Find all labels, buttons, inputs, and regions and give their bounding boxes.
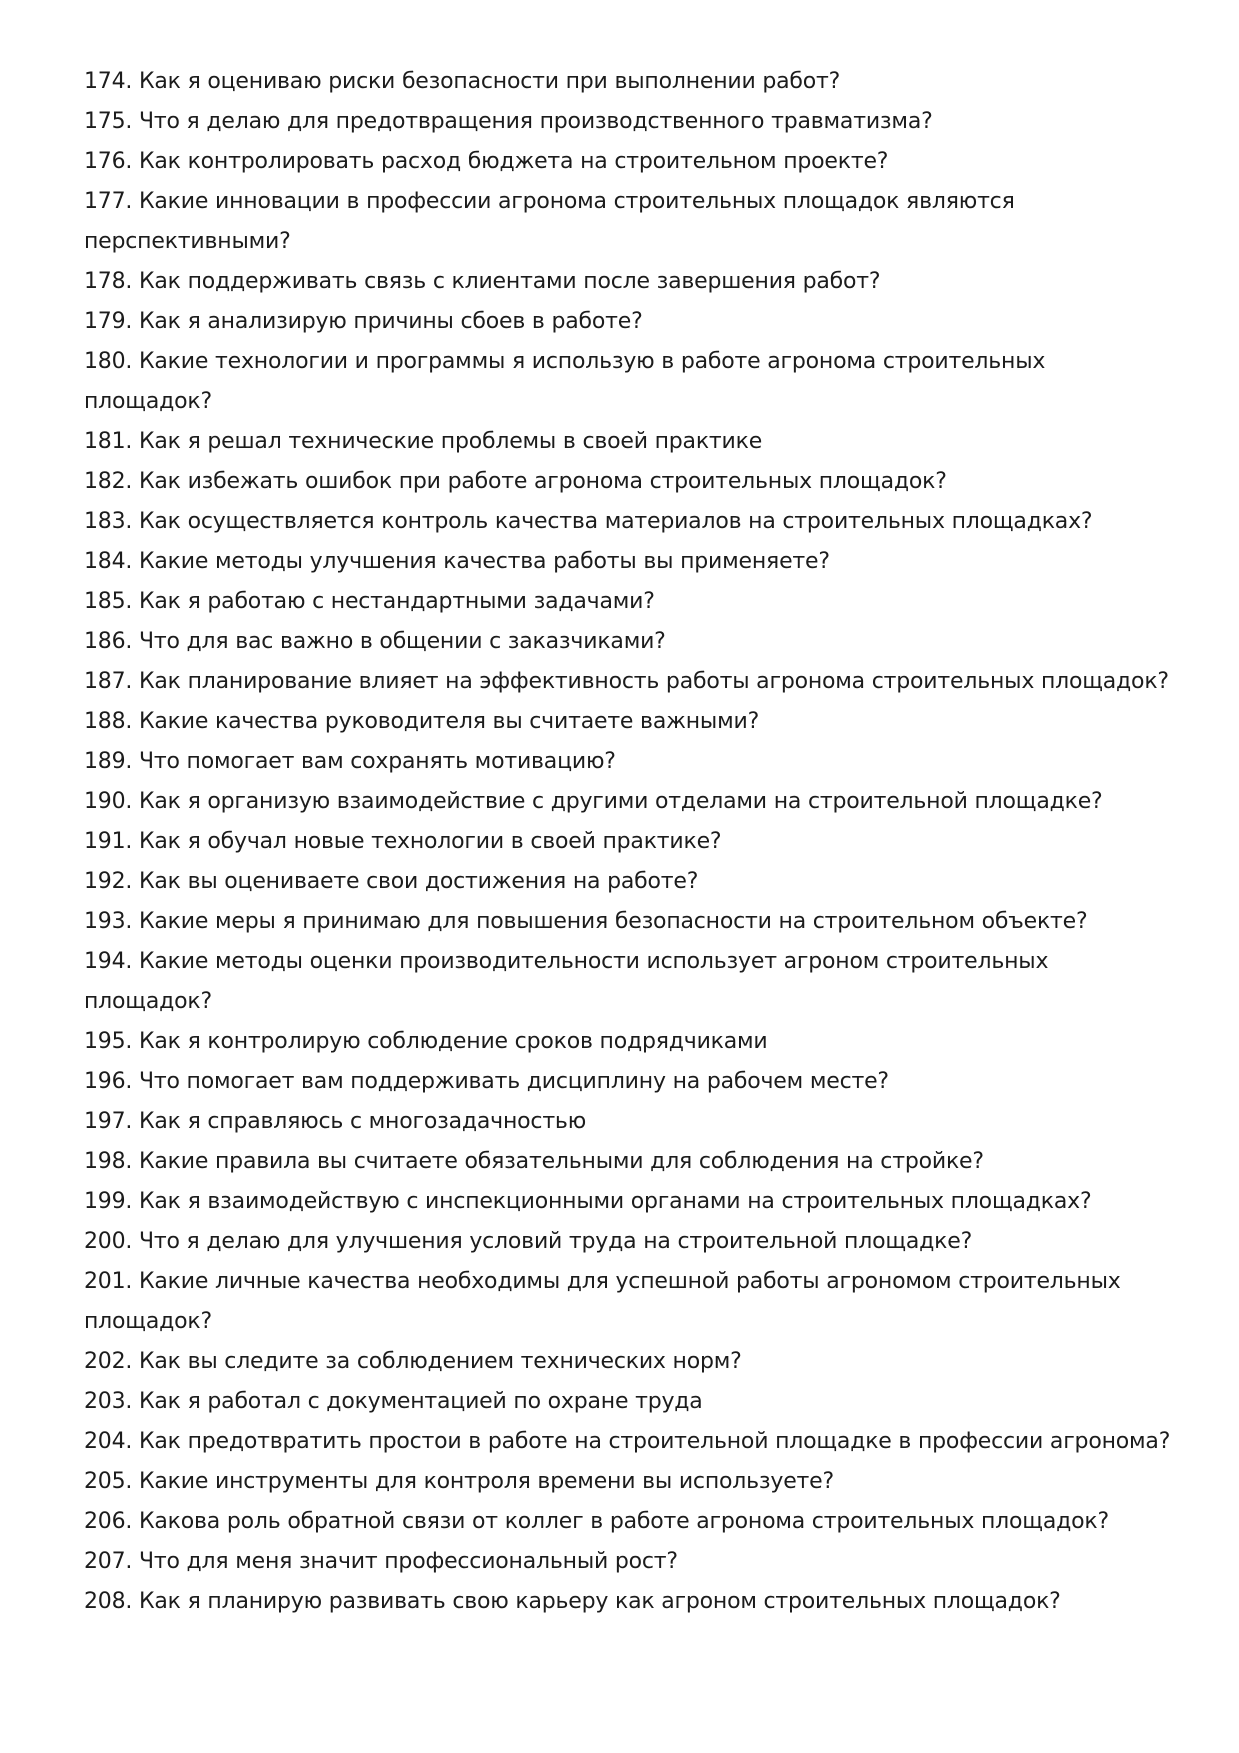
question-number: 197. xyxy=(84,1109,133,1134)
question-text: Как вы следите за соблюдением технических норм? xyxy=(138,1349,742,1374)
question-item xyxy=(84,822,1174,862)
question-number: 178. xyxy=(84,269,133,294)
question-number: 176. xyxy=(84,149,133,174)
question-number: 195. xyxy=(84,1029,133,1054)
question-text: Какие правила вы считаете обязательными для соблюдения на стройке? xyxy=(138,1149,984,1174)
question-number: 208. xyxy=(84,1589,133,1614)
question-number: 177. xyxy=(84,189,133,214)
question-number: 201. xyxy=(84,1269,133,1294)
question-text: Какие инструменты для контроля времени вы используете? xyxy=(138,1469,834,1494)
question-text: Как я работал с документацией по охране труда xyxy=(138,1389,703,1414)
question-text: Как я анализирую причины сбоев в работе? xyxy=(138,309,643,334)
question-item xyxy=(84,1222,1174,1262)
question-text: Как вы оцениваете свои достижения на работе? xyxy=(138,869,699,894)
question-item xyxy=(84,262,1174,302)
question-text: Как избежать ошибок при работе агронома строительных площадок? xyxy=(138,469,947,494)
question-text: Что для вас важно в общении с заказчиками? xyxy=(138,629,666,654)
question-item xyxy=(84,1462,1174,1502)
question-text: Какие методы оценки производительности использует агроном строительных площадок? xyxy=(84,949,1049,1014)
question-number: 193. xyxy=(84,909,133,934)
question-text: Как я справляюсь с многозадачностью xyxy=(138,1109,587,1134)
question-number: 189. xyxy=(84,749,133,774)
question-item xyxy=(84,622,1174,662)
question-item xyxy=(84,542,1174,582)
question-text: Какие технологии и программы я использую в работе агронома строительных площадок? xyxy=(84,349,1046,414)
question-text: Как контролировать расход бюджета на строительном проекте? xyxy=(138,149,889,174)
question-item xyxy=(84,662,1174,702)
question-text: Как планирование влияет на эффективность работы агронома строительных площадок? xyxy=(138,669,1169,694)
question-number: 182. xyxy=(84,469,133,494)
question-text: Как предотвратить простои в работе на строительной площадке в профессии агронома? xyxy=(138,1429,1171,1454)
question-item xyxy=(84,182,1174,262)
question-item xyxy=(84,582,1174,622)
question-text: Как я планирую развивать свою карьеру как агроном строительных площадок? xyxy=(138,1589,1061,1614)
question-number: 196. xyxy=(84,1069,133,1094)
question-number: 175. xyxy=(84,109,133,134)
question-item xyxy=(84,102,1174,142)
question-number: 205. xyxy=(84,1469,133,1494)
question-text: Как я обучал новые технологии в своей практике? xyxy=(138,829,722,854)
question-item xyxy=(84,1262,1174,1342)
question-item xyxy=(84,1062,1174,1102)
question-number: 198. xyxy=(84,1149,133,1174)
question-item xyxy=(84,702,1174,742)
question-item xyxy=(84,1502,1174,1542)
question-item xyxy=(84,1542,1174,1582)
question-item xyxy=(84,1582,1174,1622)
question-number: 199. xyxy=(84,1189,133,1214)
question-text: Какие методы улучшения качества работы вы применяете? xyxy=(138,549,830,574)
question-item xyxy=(84,1382,1174,1422)
question-number: 204. xyxy=(84,1429,133,1454)
question-number: 188. xyxy=(84,709,133,734)
question-text: Какова роль обратной связи от коллег в работе агронома строительных площадок? xyxy=(138,1509,1109,1534)
question-item xyxy=(84,1142,1174,1182)
question-number: 200. xyxy=(84,1229,133,1254)
question-item xyxy=(84,1182,1174,1222)
question-item xyxy=(84,902,1174,942)
question-text: Что помогает вам поддерживать дисциплину на рабочем месте? xyxy=(138,1069,889,1094)
question-text: Как я работаю с нестандартными задачами? xyxy=(138,589,655,614)
question-text: Что помогает вам сохранять мотивацию? xyxy=(138,749,616,774)
question-number: 179. xyxy=(84,309,133,334)
question-item xyxy=(84,62,1174,102)
question-item xyxy=(84,462,1174,502)
question-item xyxy=(84,1342,1174,1382)
question-item xyxy=(84,1022,1174,1062)
question-text: Как поддерживать связь с клиентами после завершения работ? xyxy=(138,269,881,294)
question-number: 180. xyxy=(84,349,133,374)
question-number: 207. xyxy=(84,1549,133,1574)
question-item xyxy=(84,422,1174,462)
question-text: Как я решал технические проблемы в своей практике xyxy=(138,429,763,454)
question-text: Что я делаю для предотвращения производственного травматизма? xyxy=(138,109,933,134)
question-item xyxy=(84,1102,1174,1142)
question-text: Как осуществляется контроль качества материалов на строительных площадках? xyxy=(138,509,1093,534)
question-item xyxy=(84,302,1174,342)
question-text: Какие личные качества необходимы для успешной работы агрономом строительных площадок? xyxy=(84,1269,1121,1334)
question-text: Как я контролирую соблюдение сроков подрядчиками xyxy=(138,1029,768,1054)
question-item xyxy=(84,742,1174,782)
question-item xyxy=(84,862,1174,902)
question-number: 181. xyxy=(84,429,133,454)
question-number: 183. xyxy=(84,509,133,534)
question-item xyxy=(84,502,1174,542)
question-text: Как я взаимодействую с инспекционными органами на строительных площадках? xyxy=(138,1189,1092,1214)
question-number: 184. xyxy=(84,549,133,574)
question-list xyxy=(84,62,1174,1622)
question-item xyxy=(84,782,1174,822)
question-item xyxy=(84,142,1174,182)
question-number: 186. xyxy=(84,629,133,654)
question-text: Как я оцениваю риски безопасности при выполнении работ? xyxy=(138,69,841,94)
question-item xyxy=(84,942,1174,1022)
question-number: 192. xyxy=(84,869,133,894)
question-number: 190. xyxy=(84,789,133,814)
question-text: Какие качества руководителя вы считаете важными? xyxy=(138,709,760,734)
question-text: Как я организую взаимодействие с другими отделами на строительной площадке? xyxy=(138,789,1103,814)
question-number: 202. xyxy=(84,1349,133,1374)
question-text: Что для меня значит профессиональный рост? xyxy=(138,1549,678,1574)
question-text: Какие инновации в профессии агронома строительных площадок являются перспективными? xyxy=(84,189,1015,254)
question-item xyxy=(84,342,1174,422)
question-text: Какие меры я принимаю для повышения безопасности на строительном объекте? xyxy=(138,909,1088,934)
question-number: 187. xyxy=(84,669,133,694)
question-item xyxy=(84,1422,1174,1462)
question-number: 206. xyxy=(84,1509,133,1534)
question-text: Что я делаю для улучшения условий труда на строительной площадке? xyxy=(138,1229,973,1254)
question-number: 191. xyxy=(84,829,133,854)
question-number: 185. xyxy=(84,589,133,614)
question-number: 194. xyxy=(84,949,133,974)
question-number: 174. xyxy=(84,69,133,94)
question-number: 203. xyxy=(84,1389,133,1414)
